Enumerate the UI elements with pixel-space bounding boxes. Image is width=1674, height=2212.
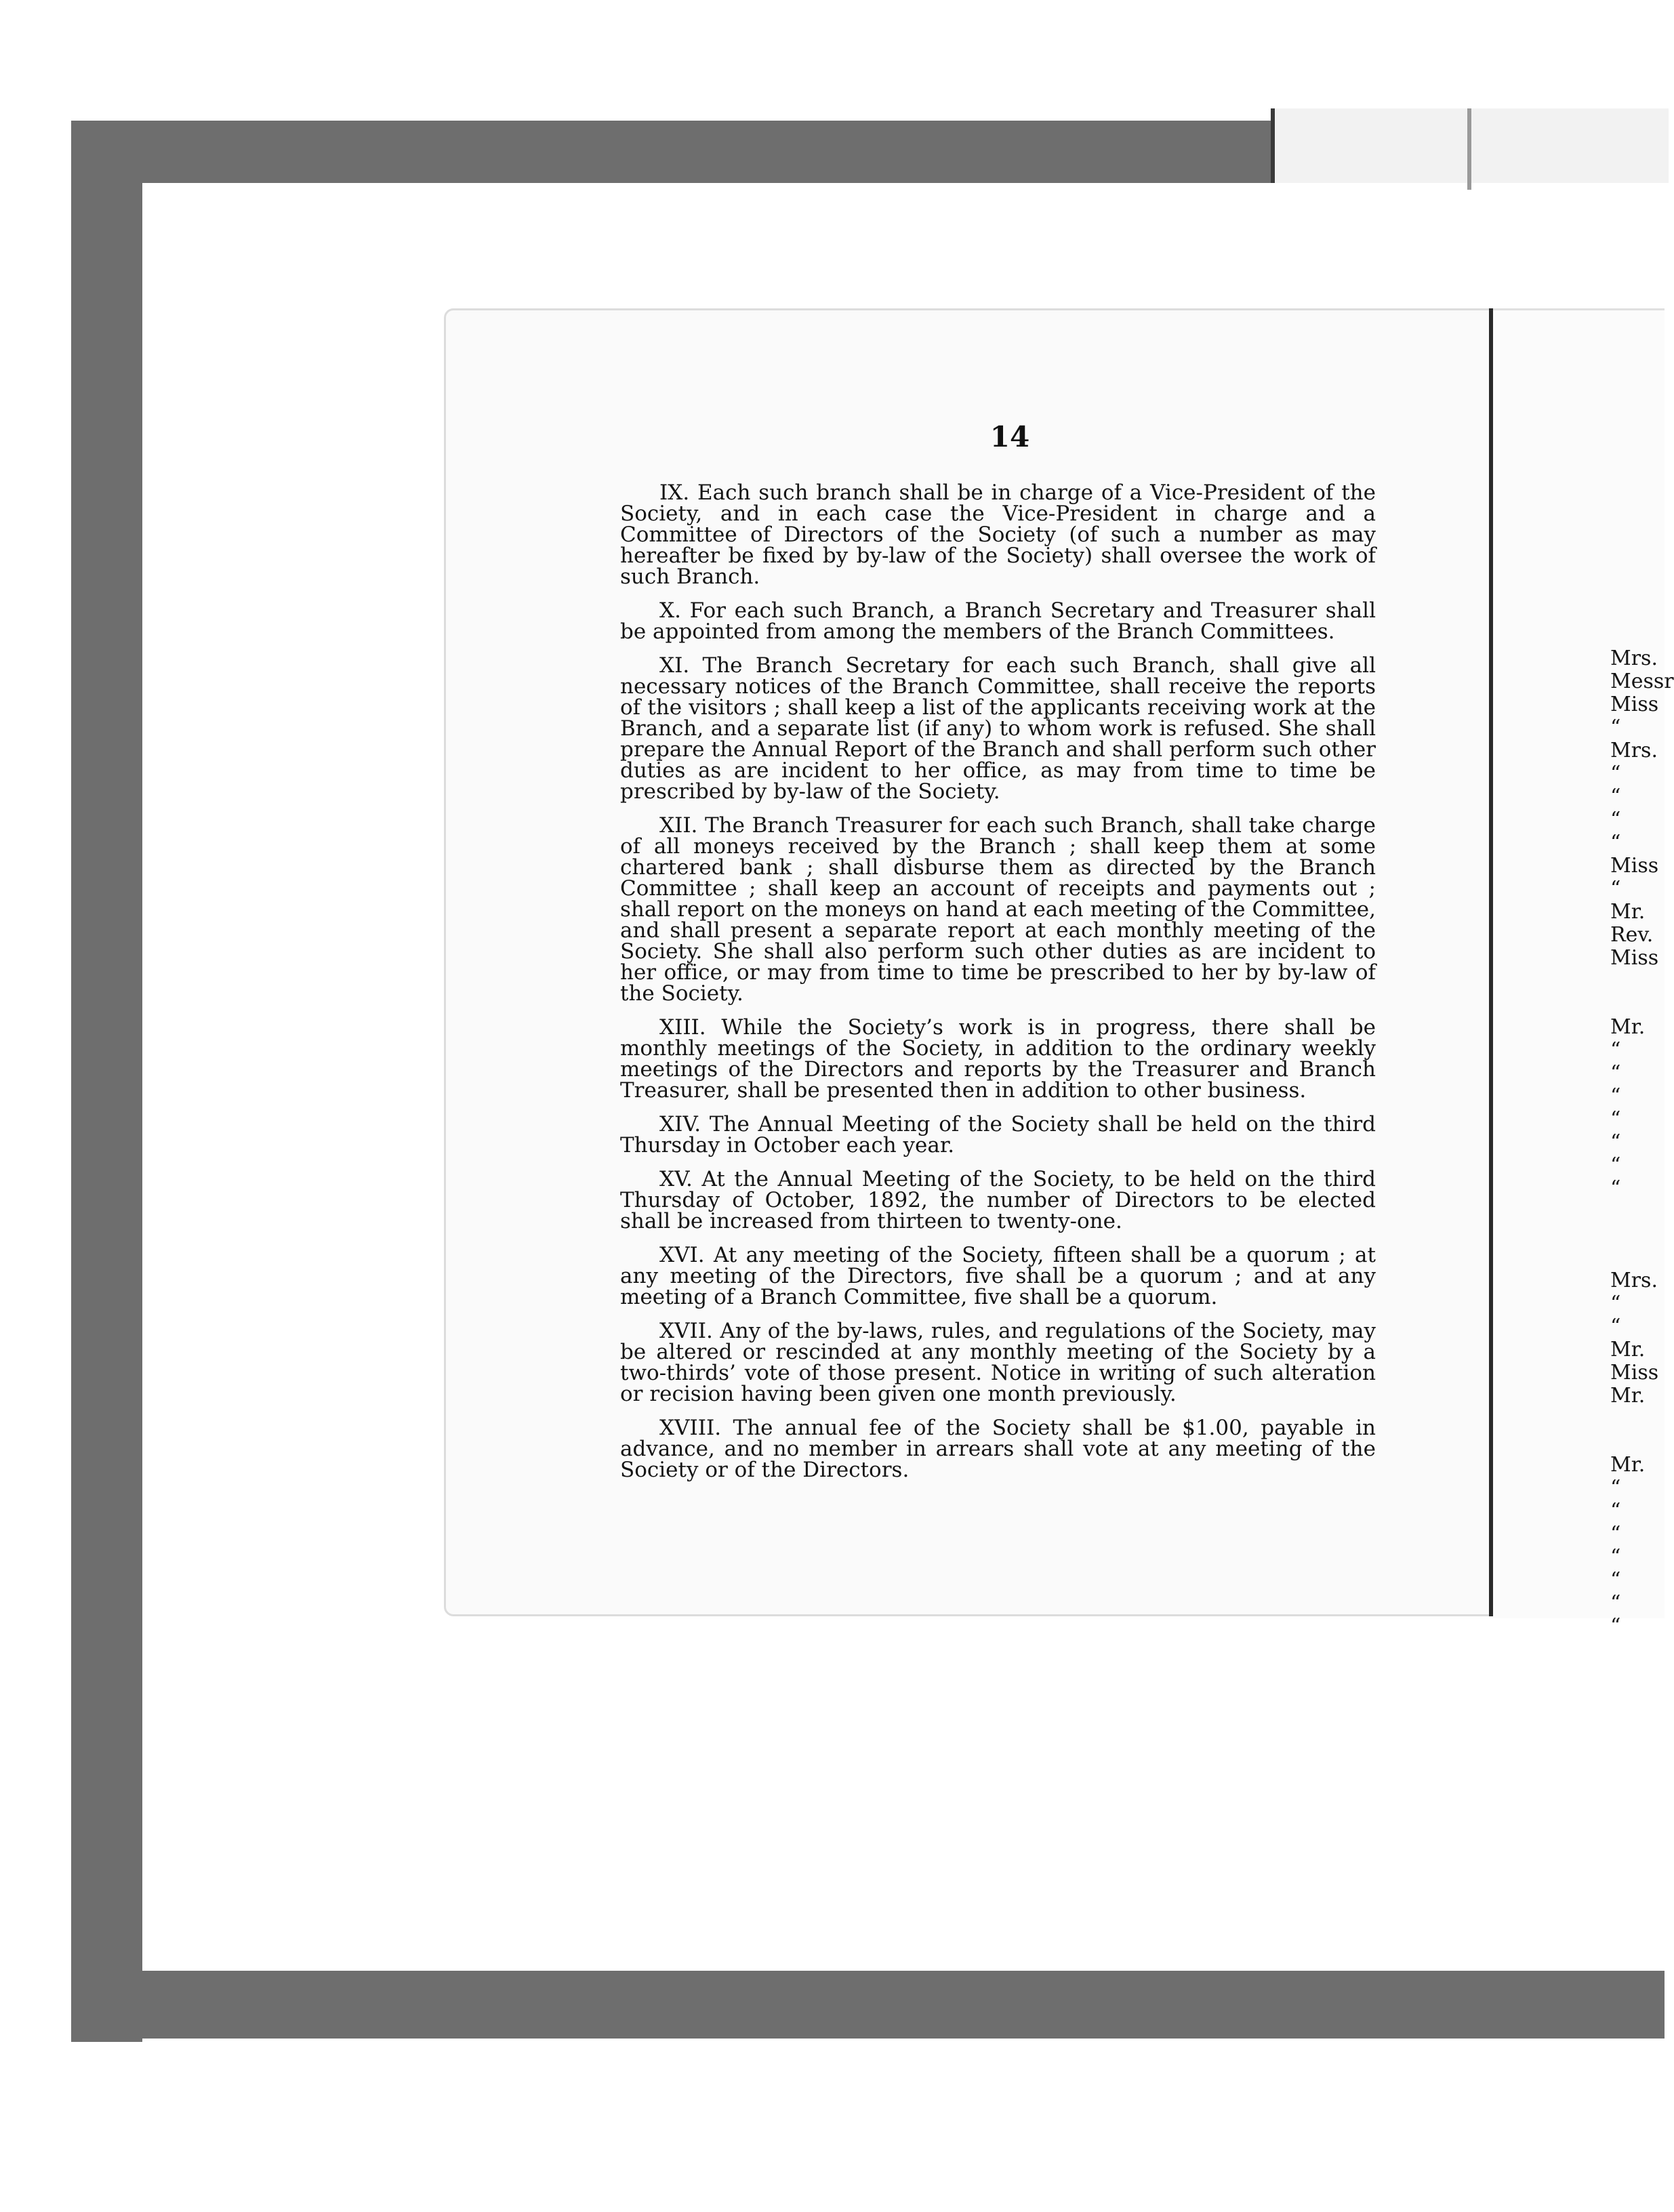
right-page-fragment: “ [1610,831,1621,855]
right-page-fragment: Mr. [1610,1015,1646,1039]
paragraph-ix: IX. Each such branch shall be in charge of a Vice-President of the Society, and in each case the Vice-President in charge and a Committee of Directors of the Society (of such a number as may hereafter be fixed by by-law of the Society) shall oversee the work of such Branch. [620,480,1376,589]
right-page-fragment: “ [1610,1522,1621,1546]
paragraph-xv: XV. At the Annual Meeting of the Society, to be held on the third Thursday of October, 1892, the number of Directors to be elected shall be increased from thirteen to twenty-one. [620,1167,1376,1233]
right-page-fragment [1610,1223,1665,1246]
scanner-border-top [71,121,1274,188]
right-page-fragment: “ [1610,1614,1621,1638]
right-page-fragment: “ [1610,1130,1621,1154]
right-page-fragment: Messr [1610,670,1674,693]
right-page-fragment: “ [1610,1545,1621,1569]
right-page-fragment [1610,1408,1665,1431]
right-page-fragment: “ [1610,762,1621,785]
right-page-fragment [1610,970,1665,993]
right-page-fragment: “ [1610,877,1621,901]
paragraph-xiii: XIII. While the Society’s work is in progress, there shall be monthly meetings of the Society, in addition to the ordinary weekly meetings of the Directors and reports by the Treasurer and Branch Treasurer, shall be presented then in addition to other business. [620,1015,1376,1103]
scanner-border-left [71,121,142,2042]
right-page-fragment: “ [1610,1107,1621,1131]
right-page-fragment: “ [1610,808,1621,832]
right-page-fragment: Mrs. [1610,647,1658,670]
paragraph-xviii: XVIII. The annual fee of the Society shall be $1.00, payable in advance, and no member in arrears shall vote at any meeting of the Society or of the Directors. [620,1416,1376,1482]
paragraph-x: X. For each such Branch, a Branch Secretary and Treasurer shall be appointed from among the members of the Branch Committees. [620,598,1376,644]
right-page-fragment: Mrs. [1610,1269,1658,1292]
right-page-name-list [1610,647,1674,1638]
right-page-fragment: Mr. [1610,1384,1646,1408]
right-page-fragment: “ [1610,1499,1621,1523]
paragraph-xvi: XVI. At any meeting of the Society, fifteen shall be a quorum ; at any meeting of the Directors, five shall be a quorum ; and at any meeting of a Branch Committee, five shall be a quorum. [620,1243,1376,1309]
right-page-fragment: Miss [1610,1361,1659,1385]
right-page-fragment: “ [1610,1292,1621,1315]
right-page-fragment: Mr. [1610,1453,1646,1477]
paragraph-xvii: XVII. Any of the by-laws, rules, and regulations of the Society, may be altered or rescinded at any monthly meeting of the Society by a two-thirds’ vote of those present. Notice in writing of such alteration or recision having been given one month previously. [620,1319,1376,1406]
right-page-fragment: “ [1610,716,1621,739]
right-page-fragment: “ [1610,1038,1621,1062]
paragraph-xi: XI. The Branch Secretary for each such Branch, shall give all necessary notices of the Branch Committee, shall receive the reports of the visitors ; shall keep a list of the applicants receiving work at the Branch, and a separate list (if any) to whom work is refused. She shall prepare the Annual Report of the Branch and shall perform such other duties as are incident to her office, as may from time to time be prescribed by by-law of the Society. [620,653,1376,804]
right-page-fragment: Mrs. [1610,739,1658,762]
right-page-fragment: Mr. [1610,900,1646,924]
fold-line [1467,108,1471,190]
paragraph-xiv: XIV. The Annual Meeting of the Society shall be held on the third Thursday in October each year. [620,1112,1376,1158]
right-page-fragment: Miss [1610,693,1659,716]
right-page-fragment: “ [1610,1476,1621,1500]
right-page-fragment: “ [1610,1084,1621,1108]
right-page-fragment: “ [1610,1061,1621,1085]
paragraph-xii: XII. The Branch Treasurer for each such Branch, shall take charge of all moneys received by the Branch ; shall keep them at some chartered bank ; shall disburse them as directed by the Branch Committee ; shall keep an account of receipts and payments out ; shall report on the moneys on hand at each meeting of the Committee, and shall present a separate report at each monthly meeting of the Society. She shall also perform such other duties as are incident to her office, or may from time to time be prescribed to her by by-law of the Society. [620,813,1376,1006]
right-page-fragment: “ [1610,1176,1621,1200]
right-page-fragment [1610,993,1665,1016]
page-number: 14 [989,420,1030,453]
right-page-fragment [1610,1200,1665,1223]
right-page-fragment: “ [1610,785,1621,808]
bylaws-text [620,480,1376,1494]
right-page-fragment: Miss [1610,946,1659,970]
right-page-fragment [1610,1246,1665,1269]
scanner-border-bottom [136,1971,1665,2039]
right-page-fragment: Rev. [1610,923,1654,947]
right-page-fragment [1610,1431,1665,1454]
right-page-fragment: Miss [1610,854,1659,878]
right-page-fragment: Mr. [1610,1338,1646,1361]
right-page-fragment: “ [1610,1568,1621,1592]
right-page-fragment: “ [1610,1315,1621,1338]
right-page-fragment: “ [1610,1591,1621,1615]
right-page-fragment: “ [1610,1153,1621,1177]
